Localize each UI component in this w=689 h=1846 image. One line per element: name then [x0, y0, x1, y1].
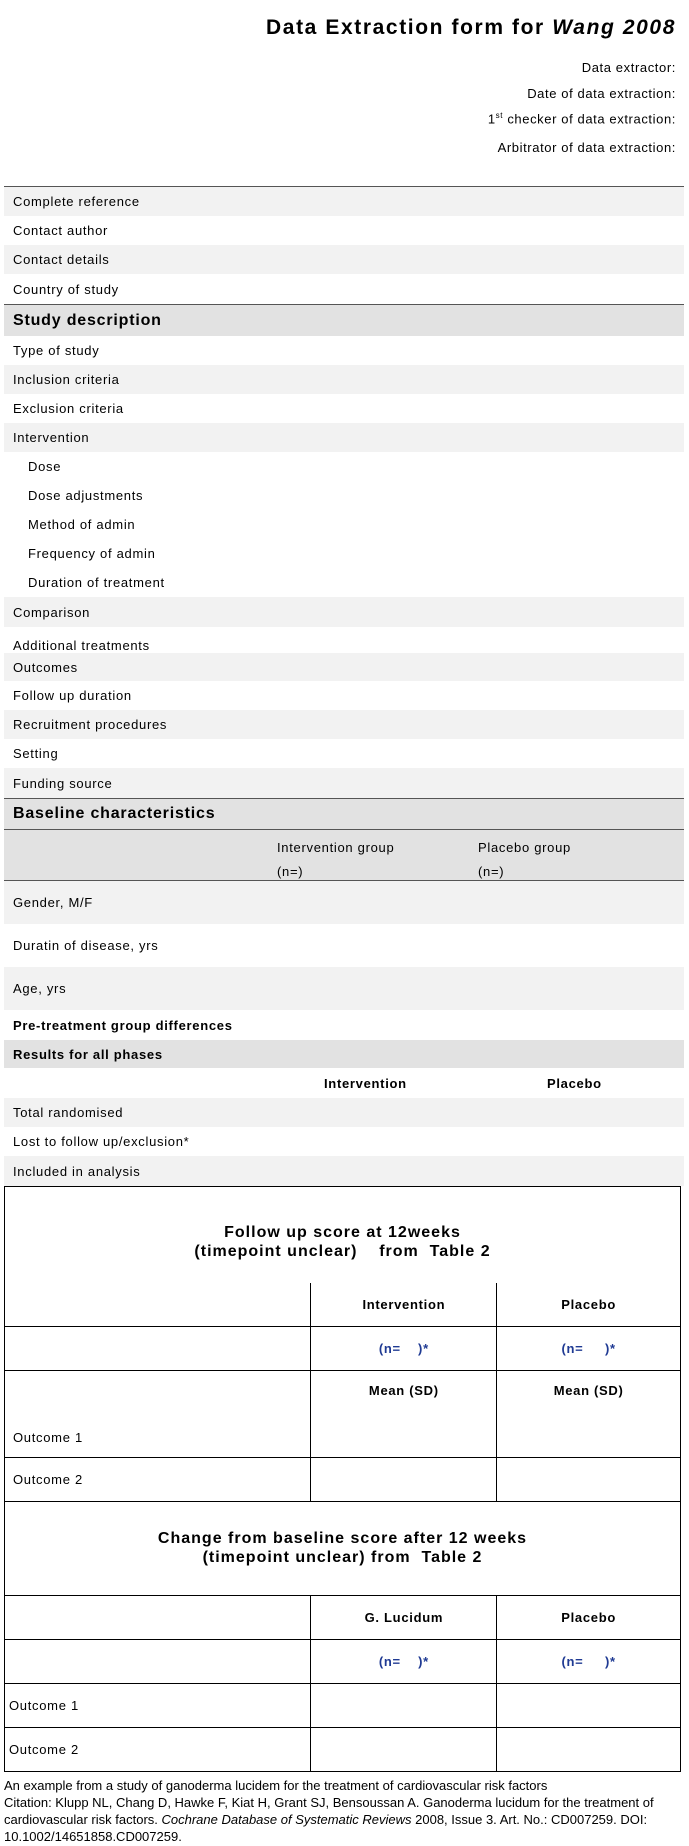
funding-source-row: Funding source	[4, 768, 684, 798]
table2-title: Change from baseline score after 12 weeks (timepoint unclear) from Table 2	[5, 1501, 681, 1595]
placebo-group-header: Placebo group (n=)	[478, 840, 571, 879]
table1-placebo-header: Placebo	[497, 1283, 681, 1327]
recruitment-row: Recruitment procedures	[4, 710, 684, 739]
setting-row: Setting	[13, 746, 59, 761]
change-from-baseline-table	[4, 1501, 681, 1772]
arbitrator-label: Arbitrator of data extraction:	[497, 140, 676, 155]
disease-duration-row: Duratin of disease, yrs	[13, 938, 159, 953]
additional-treatments-row: Additional treatments	[13, 638, 150, 653]
inclusion-criteria-row: Inclusion criteria	[4, 365, 684, 394]
table2-n-label-cell	[5, 1639, 311, 1683]
age-row: Age, yrs	[4, 967, 684, 1010]
dose-adjustments-row: Dose adjustments	[28, 488, 144, 503]
gender-row: Gender, M/F	[4, 881, 684, 924]
page-title	[266, 16, 676, 40]
exclusion-criteria-row: Exclusion criteria	[13, 401, 124, 416]
table2-outcome2-placebo	[497, 1727, 681, 1771]
example-note: An example from a study of ganoderma lucidem for the treatment of cardiovascular risk factors	[4, 1778, 548, 1793]
date-of-extraction-label: Date of data extraction:	[527, 86, 676, 101]
follow-up-duration-row: Follow up duration	[13, 688, 132, 703]
table2-outcome2-label: Outcome 2	[5, 1727, 311, 1771]
follow-up-score-table	[4, 1186, 681, 1502]
baseline-column-header	[4, 830, 684, 880]
contact-author-row: Contact author	[13, 223, 109, 238]
total-randomised-row: Total randomised	[4, 1098, 684, 1127]
contact-details-row: Contact details	[4, 245, 684, 274]
citation: Citation: Klupp NL, Chang D, Hawke F, Kiat H, Grant SJ, Bensoussan A. Ganoderma lucidum for the treatment of cardiovascular risk factors. Cochrane Database of Systematic Reviews 2008, Issue 3. Art. No.: CD007259. DOI: 10.1002/14651858.CD007259.	[4, 1795, 654, 1844]
results-intervention-header: Intervention	[324, 1075, 407, 1091]
table2-glucidum-n: (n= )*	[311, 1639, 497, 1683]
table1-placebo-n: (n= )*	[497, 1327, 681, 1371]
table1-empty-header	[5, 1283, 311, 1327]
table1-intervention-stat: Mean (SD)	[311, 1371, 497, 1458]
frequency-of-admin-row: Frequency of admin	[28, 546, 156, 561]
pre-treatment-differences-row: Pre-treatment group differences	[13, 1017, 233, 1033]
comparison-row: Comparison	[4, 597, 684, 627]
table2-glucidum-header: G. Lucidum	[311, 1595, 497, 1639]
table1-outcome2-label: Outcome 2	[5, 1458, 311, 1502]
results-column-header	[4, 1068, 684, 1098]
duration-of-treatment-row: Duration of treatment	[28, 575, 165, 590]
included-in-analysis-row: Included in analysis	[4, 1156, 684, 1186]
method-of-admin-row: Method of admin	[28, 517, 136, 532]
table1-outcome1-label: Outcome 1	[5, 1371, 311, 1458]
country-row: Country of study	[13, 281, 119, 297]
results-heading: Results for all phases	[4, 1040, 684, 1068]
data-extractor-label: Data extractor:	[581, 60, 676, 75]
title-text: Data Extraction form for	[266, 16, 553, 39]
table1-intervention-n: (n= )*	[311, 1327, 497, 1371]
table1-outcome2-placebo	[497, 1458, 681, 1502]
journal-name: Cochrane Database of Systematic Reviews	[161, 1812, 412, 1827]
results-placebo-header: Placebo	[547, 1075, 602, 1091]
table2-placebo-header: Placebo	[497, 1595, 681, 1639]
table2-outcome2-glucidum	[311, 1727, 497, 1771]
table1-placebo-stat: Mean (SD)	[497, 1371, 681, 1458]
table1-title: Follow up score at 12weeks (timepoint unclear) from Table 2	[5, 1187, 681, 1283]
study-name: Wang 2008	[552, 16, 676, 39]
lost-to-follow-up-row: Lost to follow up/exclusion*	[13, 1134, 190, 1149]
table2-empty-header	[5, 1595, 311, 1639]
first-checker-label: 1st checker of data extraction:	[487, 111, 676, 127]
table1-outcome2-intervention	[311, 1458, 497, 1502]
type-of-study-row: Type of study	[13, 343, 100, 358]
table2-outcome1-placebo	[497, 1683, 681, 1727]
table2-placebo-n: (n= )*	[497, 1639, 681, 1683]
complete-reference-row: Complete reference	[4, 187, 684, 216]
table1-n-label-cell	[5, 1327, 311, 1371]
outcomes-row: Outcomes	[4, 653, 684, 681]
study-description-heading: Study description	[4, 305, 684, 336]
table2-outcome1-label: Outcome 1	[5, 1683, 311, 1727]
intervention-row: Intervention	[4, 423, 684, 452]
baseline-heading: Baseline characteristics	[4, 799, 684, 829]
intervention-group-header: Intervention group (n=)	[277, 840, 395, 879]
dose-row: Dose	[28, 459, 62, 474]
table2-outcome1-glucidum	[311, 1683, 497, 1727]
table1-intervention-header: Intervention	[311, 1283, 497, 1327]
